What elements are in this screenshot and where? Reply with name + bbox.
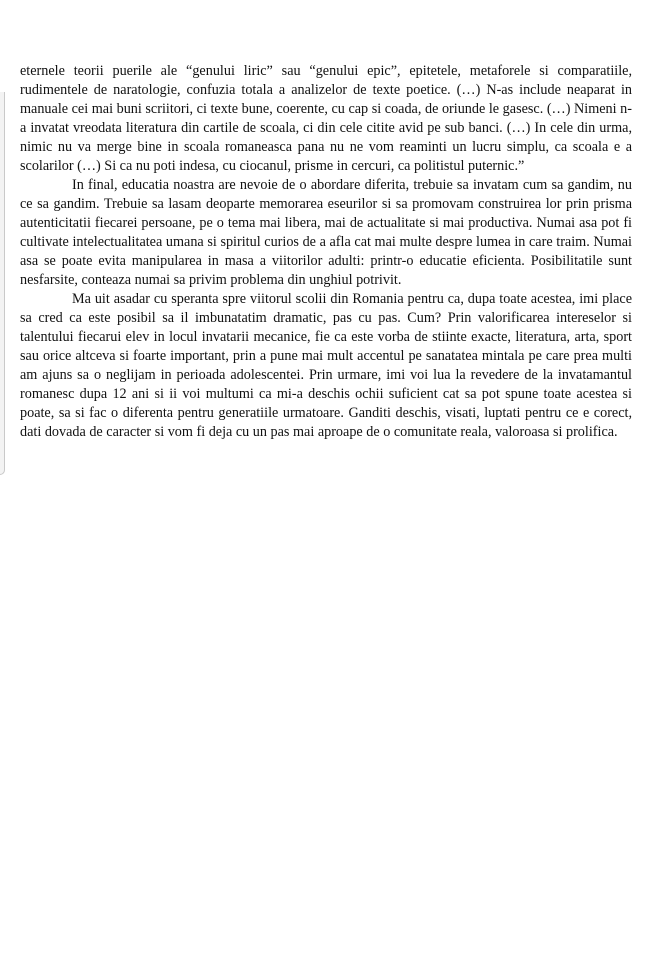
paragraph-in-final: In final, educatia noastra are nevoie de o abordare diferita, trebuie sa invatam cum sa gandim, nu ce sa gandim. Trebuie sa lasam deoparte memorarea eseurilor si sa promovam construirea lor prin prisma autenticitatii fiecarei persoane, pe o tema mai libera, mai de actualitate si mai productiva. Numai asa pot fi cultivate intelectualitatea umana si spiritul curios de a afla cat mai multe despre lumea in care traim. Numai asa se poate evita manipularea in masa a viitorilor adulti: printr-o educatie eficienta. Posibilitatile sunt nesfarsite, conteaza numai sa privim problema din unghiul potrivit.	[20, 177, 632, 288]
paragraph-quote-continuation: eternele teorii puerile ale “genului liric” sau “genului epic”, epitetele, metaforele si comparatiile, rudimentele de naratologie, confuzia totala a analizelor de texte poetice. (…) N-as include neaparat in manuale cei mai buni scriitori, ci texte bune, coerente, cu cap si coada, de oriunde le gasesc. (…) Nimeni n-a invatat vreodata literatura din cartile de scoala, ci din cele citite avid pe sub banci. (…) In cele din urma, nimic nu va merge bine in scoala romaneasca pana nu ne vom reaminti un lucru simplu, ca scoala e a scolarilor (…) Si ca nu poti indesa, cu ciocanul, prisme in cercuri, ca politistul puternic.”	[20, 63, 632, 174]
document-body	[20, 62, 632, 442]
page-edge-marker	[0, 92, 5, 475]
paragraph-conclusion: Ma uit asadar cu speranta spre viitorul scolii din Romania pentru ca, dupa toate acestea, imi place sa cred ca este posibil sa il imbunatatim dramatic, pas cu pas. Cum? Prin valorificarea intereselor si talentului fiecarui elev in locul invatarii mecanice, fie ca este vorba de stiinte exacte, literatura, arta, sport sau orice altceva si foarte important, prin a pune mai mult accentul pe sanatatea mintala pe care prea multi am ajuns sa o neglijam in perioada adolescentei. Prin urmare, imi voi lua la revedere de la invatamantul romanesc dupa 12 ani si ii voi multumi ca mi-a deschis ochii suficient cat sa pot spune toate acestea si poate, sa si fac o diferenta pentru generatiile urmatoare. Ganditi deschis, visati, luptati pentru ce e corect, dati dovada de caracter si vom fi deja cu un pas mai aproape de o comunitate reala, valoroasa si prolifica.	[20, 291, 632, 440]
